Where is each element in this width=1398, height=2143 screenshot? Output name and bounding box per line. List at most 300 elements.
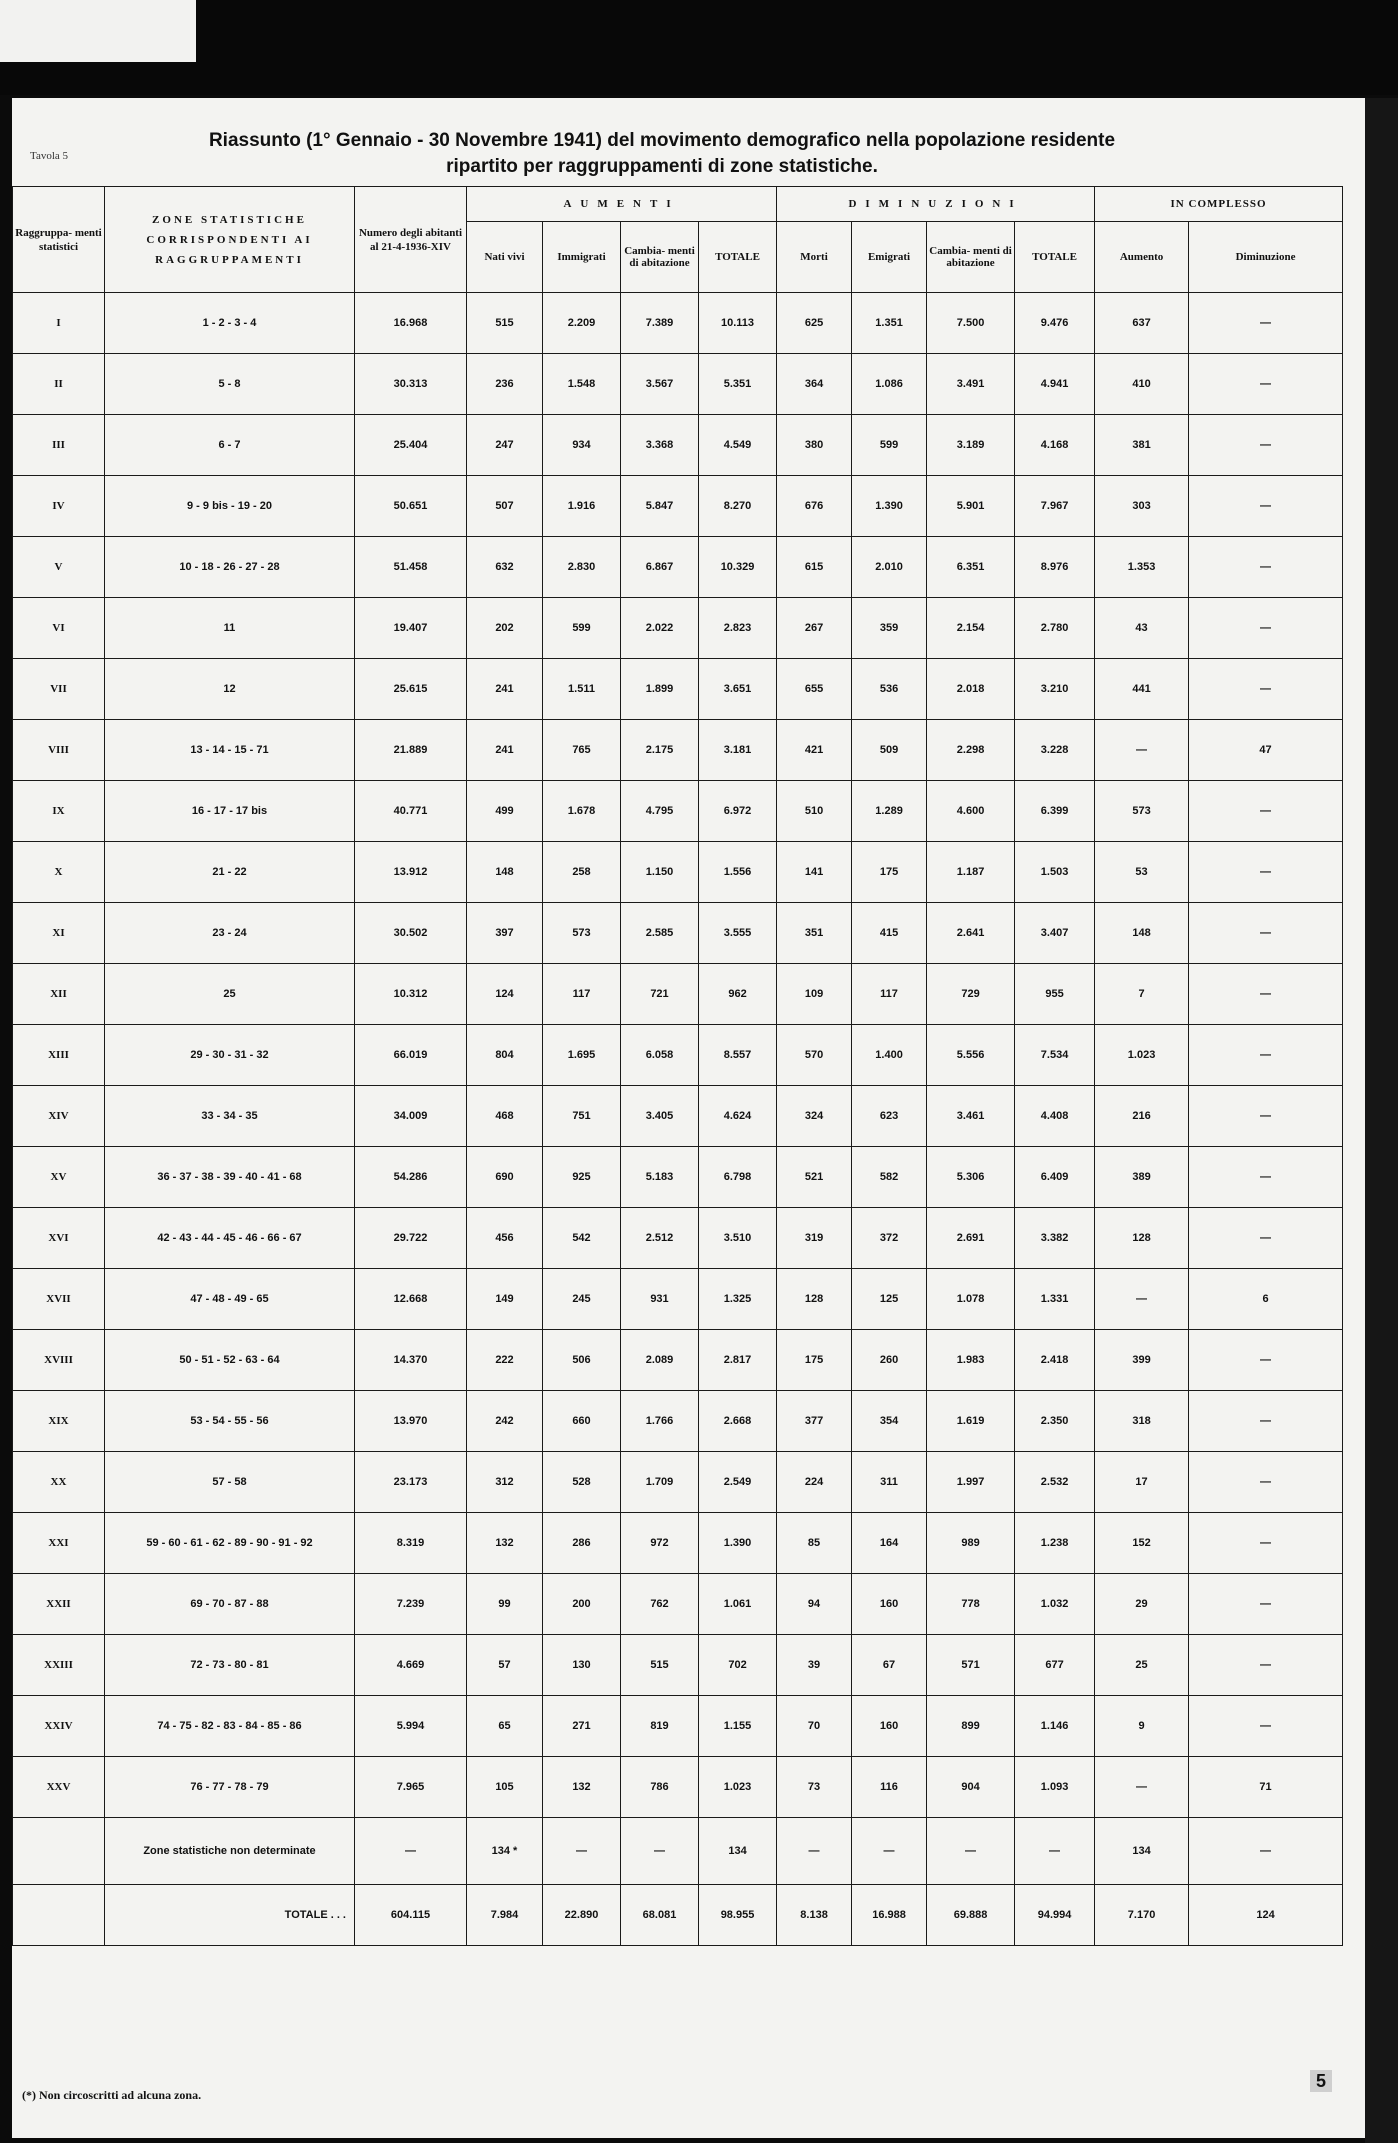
statistics-table-wrap [12,186,1342,1946]
cell-totale-dim: 4.168 [1015,415,1095,476]
cell-diminuzione: — [1189,476,1343,537]
cell-morti: 141 [777,842,852,903]
cell-immigrati: 22.890 [543,1885,621,1946]
cell-immigrati: 573 [543,903,621,964]
table-row [13,1757,1343,1818]
table-row [13,1391,1343,1452]
cell-totale-dim: 8.976 [1015,537,1095,598]
cell-zone: 1 - 2 - 3 - 4 [105,293,355,354]
cell-cambiamenti-aum: 4.795 [621,781,699,842]
cell-nati: 202 [467,598,543,659]
cell-emigrati: 359 [852,598,927,659]
cell-cambiamenti-aum: 6.867 [621,537,699,598]
cell-totale-dim: 94.994 [1015,1885,1095,1946]
cell-raggruppamento: III [13,415,105,476]
cell-cambiamenti-dim: 571 [927,1635,1015,1696]
cell-raggruppamento: XX [13,1452,105,1513]
cell-cambiamenti-aum: 721 [621,964,699,1025]
cell-pop: 51.458 [355,537,467,598]
cell-nati: 456 [467,1208,543,1269]
cell-cambiamenti-dim: 2.018 [927,659,1015,720]
cell-cambiamenti-aum: 3.368 [621,415,699,476]
cell-diminuzione: 6 [1189,1269,1343,1330]
cell-aumento: — [1095,1757,1189,1818]
cell-cambiamenti-dim: 3.461 [927,1086,1015,1147]
cell-aumento: — [1095,720,1189,781]
cell-totale-dim: 3.210 [1015,659,1095,720]
header-diminuzione: Diminuzione [1189,222,1343,293]
cell-cambiamenti-dim: 5.901 [927,476,1015,537]
cell-totale-aum: 6.972 [699,781,777,842]
cell-totale-dim: 3.382 [1015,1208,1095,1269]
cell-totale-aum: 1.556 [699,842,777,903]
header-emigrati: Emigrati [852,222,927,293]
cell-cambiamenti-aum: 6.058 [621,1025,699,1086]
table-row [13,476,1343,537]
cell-raggruppamento: XVII [13,1269,105,1330]
cell-zone: 69 - 70 - 87 - 88 [105,1574,355,1635]
cell-totale-dim: 6.399 [1015,781,1095,842]
cell-raggruppamento: VII [13,659,105,720]
cell-cambiamenti-dim: 1.997 [927,1452,1015,1513]
cell-nati: 57 [467,1635,543,1696]
cell-emigrati: 260 [852,1330,927,1391]
cell-raggruppamento: V [13,537,105,598]
cell-diminuzione: 124 [1189,1885,1343,1946]
cell-nati: 499 [467,781,543,842]
header-morti: Morti [777,222,852,293]
cell-pop: 25.615 [355,659,467,720]
cell-aumento: 53 [1095,842,1189,903]
cell-cambiamenti-dim: 989 [927,1513,1015,1574]
footnote: (*) Non circoscritti ad alcuna zona. [22,2088,202,2102]
cell-totale-aum: 3.651 [699,659,777,720]
cell-aumento: 410 [1095,354,1189,415]
cell-pop: — [355,1818,467,1885]
cell-immigrati: 660 [543,1391,621,1452]
cell-aumento: 9 [1095,1696,1189,1757]
cell-aumento: 7 [1095,964,1189,1025]
cell-aumento: 303 [1095,476,1189,537]
cell-totale-aum: 2.823 [699,598,777,659]
cell-raggruppamento: I [13,293,105,354]
cell-emigrati: 311 [852,1452,927,1513]
cell-emigrati: 599 [852,415,927,476]
cell-pop: 13.970 [355,1391,467,1452]
cell-nati: 397 [467,903,543,964]
cell-nati: 247 [467,415,543,476]
cell-pop: 54.286 [355,1147,467,1208]
cell-diminuzione: — [1189,1391,1343,1452]
cell-raggruppamento: XIV [13,1086,105,1147]
table-row [13,720,1343,781]
cell-immigrati: — [543,1818,621,1885]
cell-aumento: 389 [1095,1147,1189,1208]
cell-emigrati: 536 [852,659,927,720]
cell-diminuzione: — [1189,1635,1343,1696]
cell-aumento: 25 [1095,1635,1189,1696]
cell-totale-aum: 1.023 [699,1757,777,1818]
cell-diminuzione: — [1189,1330,1343,1391]
cell-aumento: 318 [1095,1391,1189,1452]
cell-morti: 421 [777,720,852,781]
cell-morti: 351 [777,903,852,964]
cell-totale-aum: 8.557 [699,1025,777,1086]
header-totale-aum: TOTALE [699,222,777,293]
cell-morti: 655 [777,659,852,720]
header-numero: Numero degli abitanti al 21-4-1936-XIV [355,187,467,293]
cell-raggruppamento: XIX [13,1391,105,1452]
table-row [13,537,1343,598]
cell-diminuzione: — [1189,964,1343,1025]
cell-totale-aum: 3.181 [699,720,777,781]
cell-pop: 25.404 [355,415,467,476]
table-row [13,1574,1343,1635]
cell-nati: 148 [467,842,543,903]
table-row [13,1025,1343,1086]
cell-cambiamenti-dim: 1.078 [927,1269,1015,1330]
table-body [13,293,1343,1946]
cell-zone: 76 - 77 - 78 - 79 [105,1757,355,1818]
cell-emigrati: 1.086 [852,354,927,415]
cell-aumento: 1.023 [1095,1025,1189,1086]
cell-morti: 267 [777,598,852,659]
table-row-total [13,1885,1343,1946]
table-row [13,964,1343,1025]
cell-diminuzione: — [1189,842,1343,903]
cell-zone: 23 - 24 [105,903,355,964]
cell-raggruppamento: XXIV [13,1696,105,1757]
cell-pop: 14.370 [355,1330,467,1391]
header-cambiamenti-aum: Cambia- menti di abitazione [621,222,699,293]
cell-pop: 10.312 [355,964,467,1025]
cell-aumento: 573 [1095,781,1189,842]
cell-zone: 72 - 73 - 80 - 81 [105,1635,355,1696]
cell-morti: 224 [777,1452,852,1513]
cell-totale-dim: 2.532 [1015,1452,1095,1513]
cell-totale-dim: 3.407 [1015,903,1095,964]
header-immigrati: Immigrati [543,222,621,293]
cell-morti: 615 [777,537,852,598]
cell-nati: 515 [467,293,543,354]
cell-aumento: 399 [1095,1330,1189,1391]
cell-pop: 5.994 [355,1696,467,1757]
cell-totale-dim: 3.228 [1015,720,1095,781]
cell-totale-aum: 10.113 [699,293,777,354]
cell-immigrati: 1.548 [543,354,621,415]
cell-totale-aum: 4.549 [699,415,777,476]
cell-pop: 12.668 [355,1269,467,1330]
cell-zone: 10 - 18 - 26 - 27 - 28 [105,537,355,598]
cell-pop: 16.968 [355,293,467,354]
cell-cambiamenti-dim: 904 [927,1757,1015,1818]
cell-morti: 380 [777,415,852,476]
cell-diminuzione: — [1189,1147,1343,1208]
cell-cambiamenti-aum: — [621,1818,699,1885]
cell-diminuzione: — [1189,293,1343,354]
cell-aumento: 29 [1095,1574,1189,1635]
cell-pop: 29.722 [355,1208,467,1269]
cell-nati: 65 [467,1696,543,1757]
header-complesso: IN COMPLESSO [1095,187,1343,222]
cell-emigrati: 164 [852,1513,927,1574]
cell-immigrati: 200 [543,1574,621,1635]
cell-emigrati: — [852,1818,927,1885]
cell-morti: 175 [777,1330,852,1391]
cell-zone: 59 - 60 - 61 - 62 - 89 - 90 - 91 - 92 [105,1513,355,1574]
cell-nati: 134 * [467,1818,543,1885]
cell-emigrati: 1.289 [852,781,927,842]
cell-aumento: 43 [1095,598,1189,659]
cell-emigrati: 116 [852,1757,927,1818]
cell-cambiamenti-aum: 1.150 [621,842,699,903]
cell-nati: 241 [467,720,543,781]
cell-cambiamenti-dim: 899 [927,1696,1015,1757]
cell-pop: 4.669 [355,1635,467,1696]
table-row [13,1452,1343,1513]
cell-diminuzione: — [1189,1574,1343,1635]
cell-immigrati: 506 [543,1330,621,1391]
cell-totale-dim: 1.032 [1015,1574,1095,1635]
cell-zone: 6 - 7 [105,415,355,476]
cell-totale-aum: 4.624 [699,1086,777,1147]
cell-cambiamenti-aum: 1.709 [621,1452,699,1513]
cell-emigrati: 175 [852,842,927,903]
cell-immigrati: 2.830 [543,537,621,598]
cell-totale-dim: 7.967 [1015,476,1095,537]
table-row [13,842,1343,903]
cell-morti: 94 [777,1574,852,1635]
cell-totale-aum: 3.555 [699,903,777,964]
cell-raggruppamento [13,1818,105,1885]
cell-diminuzione: — [1189,1696,1343,1757]
cell-zone: 53 - 54 - 55 - 56 [105,1391,355,1452]
cell-immigrati: 271 [543,1696,621,1757]
cell-cambiamenti-dim: 1.619 [927,1391,1015,1452]
cell-nati: 149 [467,1269,543,1330]
cell-immigrati: 258 [543,842,621,903]
cell-diminuzione: — [1189,537,1343,598]
cell-emigrati: 2.010 [852,537,927,598]
cell-pop: 7.239 [355,1574,467,1635]
cell-total-label: TOTALE . . . [105,1885,355,1946]
cell-totale-dim: 9.476 [1015,293,1095,354]
cell-aumento: 17 [1095,1452,1189,1513]
cell-morti: 625 [777,293,852,354]
cell-nati: 241 [467,659,543,720]
cell-cambiamenti-aum: 2.022 [621,598,699,659]
cell-nati: 222 [467,1330,543,1391]
cell-emigrati: 16.988 [852,1885,927,1946]
cell-pop: 21.889 [355,720,467,781]
header-raggruppamenti: Raggruppa- menti statistici [13,187,105,293]
cell-cambiamenti-aum: 1.766 [621,1391,699,1452]
cell-totale-aum: 98.955 [699,1885,777,1946]
cell-immigrati: 1.916 [543,476,621,537]
cell-emigrati: 125 [852,1269,927,1330]
table-row [13,1635,1343,1696]
title-line-1: Riassunto (1° Gennaio - 30 Novembre 1941) del movimento demografico nella popolazione residente [208,130,1116,151]
cell-totale-dim: 1.146 [1015,1696,1095,1757]
cell-morti: 676 [777,476,852,537]
cell-emigrati: 160 [852,1574,927,1635]
document-page [12,98,1365,2138]
cell-cambiamenti-aum: 1.899 [621,659,699,720]
cell-cambiamenti-aum: 5.847 [621,476,699,537]
cell-cambiamenti-dim: 2.641 [927,903,1015,964]
cell-diminuzione: — [1189,1025,1343,1086]
cell-zone: 5 - 8 [105,354,355,415]
cell-diminuzione: — [1189,1513,1343,1574]
cell-aumento: 441 [1095,659,1189,720]
cell-cambiamenti-aum: 819 [621,1696,699,1757]
cell-cambiamenti-dim: 1.983 [927,1330,1015,1391]
table-row [13,1513,1343,1574]
cell-pop: 50.651 [355,476,467,537]
cell-morti: 39 [777,1635,852,1696]
cell-emigrati: 509 [852,720,927,781]
cell-diminuzione: — [1189,781,1343,842]
table-row-undetermined [13,1818,1343,1885]
cell-emigrati: 354 [852,1391,927,1452]
cell-diminuzione: 71 [1189,1757,1343,1818]
cell-totale-dim: 4.941 [1015,354,1095,415]
cell-zone: 29 - 30 - 31 - 32 [105,1025,355,1086]
cell-totale-aum: 8.270 [699,476,777,537]
cell-diminuzione: 47 [1189,720,1343,781]
table-row [13,659,1343,720]
cell-zone: 33 - 34 - 35 [105,1086,355,1147]
cell-emigrati: 1.390 [852,476,927,537]
cell-cambiamenti-dim: 4.600 [927,781,1015,842]
cell-zone: 42 - 43 - 44 - 45 - 46 - 66 - 67 [105,1208,355,1269]
cell-nati: 690 [467,1147,543,1208]
cell-raggruppamento: VI [13,598,105,659]
cell-cambiamenti-aum: 2.512 [621,1208,699,1269]
cell-cambiamenti-dim: 7.500 [927,293,1015,354]
cell-aumento: 1.353 [1095,537,1189,598]
cell-zone: 9 - 9 bis - 19 - 20 [105,476,355,537]
cell-aumento: — [1095,1269,1189,1330]
cell-immigrati: 765 [543,720,621,781]
cell-immigrati: 1.511 [543,659,621,720]
cell-diminuzione: — [1189,1818,1343,1885]
cell-nati: 124 [467,964,543,1025]
cell-nati: 804 [467,1025,543,1086]
cell-immigrati: 245 [543,1269,621,1330]
cell-pop: 7.965 [355,1757,467,1818]
cell-emigrati: 415 [852,903,927,964]
cell-nati: 99 [467,1574,543,1635]
cell-immigrati: 925 [543,1147,621,1208]
cell-cambiamenti-dim: 778 [927,1574,1015,1635]
cell-aumento: 134 [1095,1818,1189,1885]
cell-totale-dim: 4.408 [1015,1086,1095,1147]
cell-totale-aum: 962 [699,964,777,1025]
cell-nati: 507 [467,476,543,537]
cell-diminuzione: — [1189,903,1343,964]
cell-zone: Zone statistiche non determinate [105,1818,355,1885]
cell-immigrati: 132 [543,1757,621,1818]
cell-immigrati: 1.695 [543,1025,621,1086]
cell-raggruppamento: XXV [13,1757,105,1818]
cell-totale-aum: 3.510 [699,1208,777,1269]
cell-cambiamenti-aum: 762 [621,1574,699,1635]
cell-totale-dim: 2.350 [1015,1391,1095,1452]
cell-totale-aum: 2.817 [699,1330,777,1391]
cell-immigrati: 934 [543,415,621,476]
cell-totale-aum: 6.798 [699,1147,777,1208]
cell-pop: 30.313 [355,354,467,415]
cell-immigrati: 542 [543,1208,621,1269]
cell-morti: 85 [777,1513,852,1574]
table-row [13,1330,1343,1391]
cell-morti: 128 [777,1269,852,1330]
cell-immigrati: 117 [543,964,621,1025]
cell-totale-dim: 7.534 [1015,1025,1095,1086]
cell-emigrati: 582 [852,1147,927,1208]
table-row [13,1696,1343,1757]
cell-diminuzione: — [1189,1452,1343,1513]
cell-aumento: 637 [1095,293,1189,354]
cell-cambiamenti-dim: 2.298 [927,720,1015,781]
cell-cambiamenti-dim: — [927,1818,1015,1885]
cell-totale-dim: 2.780 [1015,598,1095,659]
cell-raggruppamento: XXI [13,1513,105,1574]
cell-immigrati: 1.678 [543,781,621,842]
header-aumento: Aumento [1095,222,1189,293]
page-label: Tavola 5 [30,150,69,162]
cell-emigrati: 1.400 [852,1025,927,1086]
header-zone: ZONE STATISTICHE CORRISPONDENTI AI RAGGRUPPAMENTI [105,187,355,293]
cell-immigrati: 2.209 [543,293,621,354]
table-row [13,903,1343,964]
cell-totale-aum: 1.390 [699,1513,777,1574]
cell-totale-dim: — [1015,1818,1095,1885]
cell-raggruppamento: XI [13,903,105,964]
table-row [13,293,1343,354]
cell-immigrati: 286 [543,1513,621,1574]
cell-raggruppamento: IV [13,476,105,537]
cell-morti: 319 [777,1208,852,1269]
cell-immigrati: 528 [543,1452,621,1513]
cell-morti: 73 [777,1757,852,1818]
title-line-2: ripartito per raggruppamenti di zone statistiche. [446,156,878,177]
cell-cambiamenti-dim: 3.491 [927,354,1015,415]
cell-zone: 25 [105,964,355,1025]
cell-immigrati: 599 [543,598,621,659]
cell-morti: 70 [777,1696,852,1757]
cell-immigrati: 751 [543,1086,621,1147]
cell-cambiamenti-aum: 931 [621,1269,699,1330]
cell-cambiamenti-dim: 2.154 [927,598,1015,659]
scan-border-top [0,0,1398,95]
cell-totale-dim: 1.238 [1015,1513,1095,1574]
cell-totale-aum: 2.549 [699,1452,777,1513]
table-row [13,1208,1343,1269]
cell-cambiamenti-aum: 2.585 [621,903,699,964]
cell-morti: 377 [777,1391,852,1452]
cell-raggruppamento: XII [13,964,105,1025]
cell-zone: 16 - 17 - 17 bis [105,781,355,842]
header-aumenti: AUMENTI [467,187,777,222]
cell-raggruppamento: XV [13,1147,105,1208]
cell-emigrati: 623 [852,1086,927,1147]
statistics-table [12,186,1343,1946]
cell-pop: 23.173 [355,1452,467,1513]
cell-raggruppamento: XXIII [13,1635,105,1696]
header-totale-dim: TOTALE [1015,222,1095,293]
